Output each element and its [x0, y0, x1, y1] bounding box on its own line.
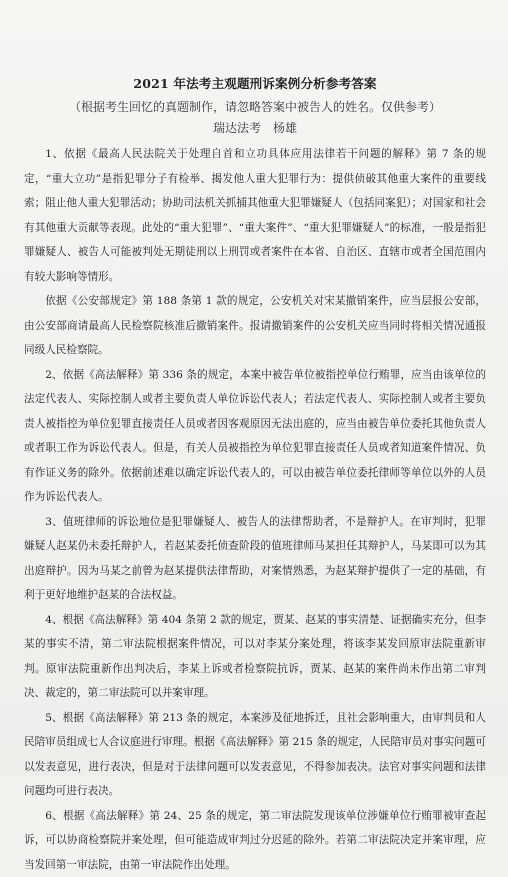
answer-paragraph-4: 4、根据《高法解释》第 404 条第 2 款的规定，贾某、赵某的事实清楚、证据确实充分，但李某的事实不清，第二审法院根据案件情况，可以对李某分案处理，将该李某发回原审法院重新审判。原审法院重新作出判决后，李某上诉或者检察院抗诉，贾某、赵某的案件尚未作出第二审判决、裁定的，第二审法院可以并案审理。 — [24, 608, 486, 706]
answer-paragraph-6: 6、根据《高法解释》第 24、25 条的规定，第二审法院发现该单位涉嫌单位行贿罪被审查起诉，可以协商检察院并案处理，但可能造成审判过分迟延的除外。若第二审法院决定并案审理，应当发回第一审法院，由第一审法院作出处理。 — [24, 804, 486, 877]
answer-paragraph-3: 3、值班律师的诉讼地位是犯罪嫌疑人、被告人的法律帮助者，不是辩护人。在审判时，犯罪嫌疑人赵某仍未委托辩护人，若赵某委托侦查阶段的值班律师马某担任其辩护人，马某即可以为其出庭辩护。因为马某之前曾为赵某提供法律帮助，对案情熟悉，为赵某辩护提供了一定的基础，有利于更好地维护赵某的合法权益。 — [24, 510, 486, 608]
document-title: 2021 年法考主观题刑诉案例分析参考答案 — [24, 74, 486, 92]
answer-paragraph-2: 2、依据《高法解释》第 336 条的规定，本案中被告单位被指控单位行贿罪，应当由该单位的法定代表人、实际控制人或者主要负责人单位诉讼代表人；若法定代表人、实际控制人或者主要负责人被指控为单位犯罪直接责任人员或者因客观原因无法出庭的，应当由被告单位委托其他负责人或者职工作为诉讼代表人。但是，有关人员被指控为单位犯罪直接责任人员或者知道案件情况、负有作证义务的除外。依据前述难以确定诉讼代表人的，可以由被告单位委托律师等单位以外的人员作为诉讼代表人。 — [24, 363, 486, 510]
answer-paragraph-1b: 依据《公安部规定》第 188 条第 1 款的规定，公安机关对宋某撤销案件，应当层报公安部，由公安部商请最高人民检察院核准后撤销案件。报请撤销案件的公安机关应当同时将相关情况通报同级人民检察院。 — [24, 289, 486, 363]
answer-paragraph-1: 1、依据《最高人民法院关于处理自首和立功具体应用法律若干问题的解释》第 7 条的规定，“重大立功”是指犯罪分子有检举、揭发他人重大犯罪行为：提供侦破其他重大案件的重要线索；阻止他人重大犯罪活动；协助司法机关抓捕其他重大犯罪嫌疑人（包括同案犯）；对国家和社会有其他重大贡献等表现。此处的“重大犯罪”、“重大案件”、“重大犯罪嫌疑人”的标准，一般是指犯罪嫌疑人、被告人可能被判处无期徒刑以上刑罚或者案件在本省、自治区、直辖市或者全国范围内有较大影响等情形。 — [24, 142, 486, 289]
document-subtitle: （根据考生回忆的真题制作，请忽略答案中被告人的姓名。仅供参考） — [24, 98, 486, 115]
answer-paragraph-5: 5、根据《高法解释》第 213 条的规定，本案涉及征地拆迁，且社会影响重大，由审判员和人民陪审员组成七人合议庭进行审理。根据《高法解释》第 215 条的规定，人民陪审员对事实问题可以发表意见，进行表决，但是对于法律问题可以发表意见，不得参加表决。法官对事实问题和法律问题均可进行表决。 — [24, 706, 486, 804]
document-author: 瑞达法考 杨雄 — [24, 119, 486, 136]
